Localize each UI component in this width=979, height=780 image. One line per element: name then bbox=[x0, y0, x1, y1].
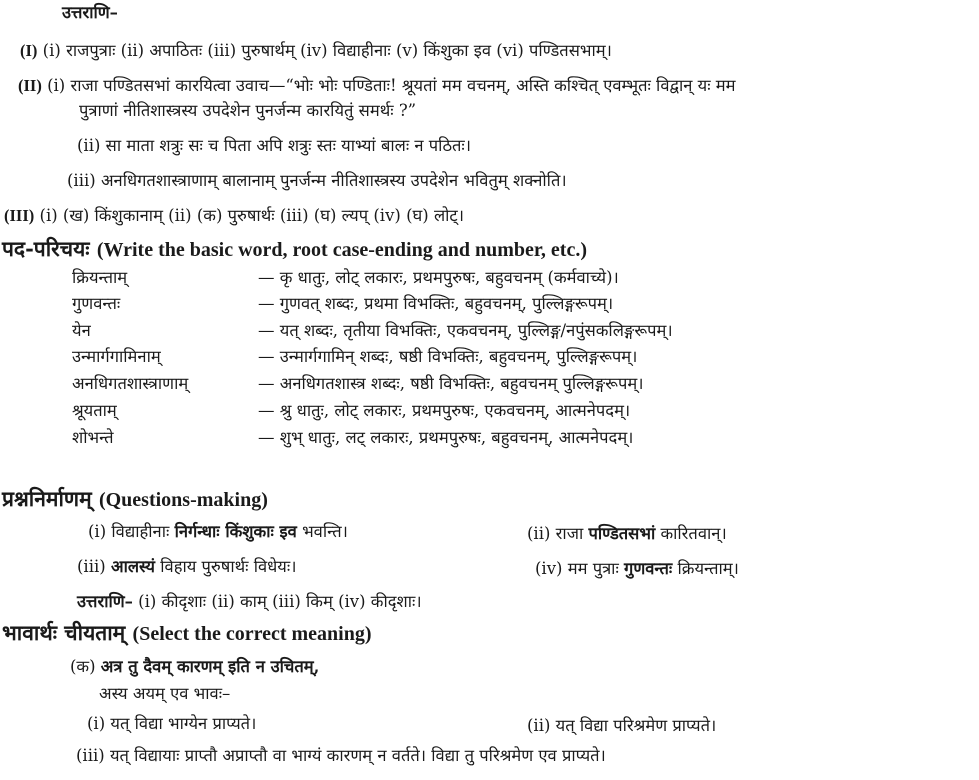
pada-description: — गुणवत् शब्दः, प्रथमा विभक्तिः, बहुवचनम्, पुल्लिङ्गरूपम्। bbox=[258, 294, 614, 313]
question-2 bbox=[527, 523, 727, 545]
question-3-bold: आलस्यं bbox=[110, 557, 155, 576]
pada-word: उन्मार्गगामिनाम् bbox=[72, 347, 161, 366]
questions-answers bbox=[77, 591, 422, 613]
question-1-bold: निर्गन्धाः किंशुकाः इव bbox=[174, 522, 297, 541]
section-2-line-2: पुत्राणां नीतिशास्त्रस्य उपदेशेन पुनर्जन्म कारयितुं समर्थः ?” bbox=[79, 101, 417, 120]
pada-parichay-heading-en: (Write the basic word, root case-ending and number, etc.) bbox=[96, 239, 587, 261]
pada-description: — यत् शब्दः, तृतीया विभक्तिः, एकवचनम्, पुल्लिङ्ग/नपुंसकलिङ्गरूपम्। bbox=[258, 321, 673, 340]
bhavarth-heading bbox=[2, 620, 372, 647]
pada-word: श्रूयताम् bbox=[72, 401, 117, 420]
question-4-post: क्रियन्ताम्। bbox=[672, 559, 739, 578]
pada-description: — उन्मार्गगामिन् शब्दः, षष्ठी विभक्तिः, बहुवचनम्, पुल्लिङ्गरूपम्। bbox=[258, 347, 638, 366]
section-2-text-1: (i) राजा पण्डितसभां कारयित्वा उवाच—“भोः भोः पण्डिताः! श्रूयतां मम वचनम्, अस्ति कश्चित् एवम्भूतः विद्वान् यः मम bbox=[47, 76, 736, 95]
question-2-pre: (ii) राजा bbox=[527, 524, 589, 543]
section-1 bbox=[20, 40, 612, 62]
pada-word: अनधिगतशास्त्राणाम् bbox=[72, 374, 189, 393]
section-2-item-ii: (ii) सा माता शत्रुः सः च पिता अपि शत्रुः स्तः याभ्यां बालः न पठितः। bbox=[77, 136, 472, 155]
pada-description: — श्रु धातुः, लोट् लकारः, प्रथमपुरुषः, एकवचनम्, आत्मनेपदम्। bbox=[258, 401, 631, 420]
question-3-post: विहाय पुरुषार्थः विधेयः। bbox=[155, 557, 297, 576]
questions-answers-label: उत्तराणि– bbox=[77, 592, 133, 611]
questions-heading-en: (Questions-making) bbox=[98, 489, 268, 511]
pada-description: — शुभ् धातुः, लट् लकारः, प्रथमपुरुषः, बहुवचनम्, आत्मनेपदम्। bbox=[258, 428, 634, 447]
pada-description: — अनधिगतशास्त्र शब्दः, षष्ठी विभक्तिः, बहुवचनम् पुल्लिङ्गरूपम्। bbox=[258, 374, 644, 393]
question-3 bbox=[77, 556, 296, 578]
questions-answers-text: (i) कीदृशाः (ii) काम् (iii) किम् (iv) कीदृशाः। bbox=[132, 592, 422, 611]
answers-heading: उत्तराणि– bbox=[62, 3, 118, 22]
section-3-text: (i) (ख) किंशुकानाम् (ii) (क) पुरुषार्थः (iii) (घ) ल्यप् (iv) (घ) लोट्। bbox=[39, 206, 464, 225]
pada-word: गुणवन्तः bbox=[72, 294, 121, 313]
pada-parichay-heading bbox=[2, 236, 587, 263]
pada-word: क्रियन्ताम् bbox=[72, 268, 128, 287]
question-3-pre: (iii) bbox=[77, 557, 111, 576]
bhavarth-ka-label: (क) bbox=[70, 657, 96, 676]
bhavarth-option-1: (i) यत् विद्या भाग्येन प्राप्यते। bbox=[87, 714, 257, 733]
question-4-bold: गुणवन्तः bbox=[624, 559, 673, 578]
question-4 bbox=[535, 558, 739, 580]
pada-parichay-heading-skt: पद-परिचयः bbox=[2, 236, 90, 261]
section-2-line-1 bbox=[18, 75, 736, 97]
question-1 bbox=[88, 521, 348, 543]
questions-heading bbox=[2, 486, 268, 513]
section-1-text: (i) राजपुत्राः (ii) अपाठितः (iii) पुरुषार्थम् (iv) विद्याहीनाः (v) किंशुका इव (vi) पण्डितसभाम्। bbox=[42, 41, 612, 60]
section-1-label: (I) bbox=[20, 41, 38, 60]
bhavarth-ka bbox=[70, 656, 319, 678]
pada-word: येन bbox=[72, 321, 91, 340]
section-3-label: (III) bbox=[4, 206, 35, 225]
bhavarth-ka-text: अत्र तु दैवम् कारणम् इति न उचितम्, bbox=[100, 657, 320, 676]
bhavarth-option-3: (iii) यत् विद्यायाः प्राप्तौ अप्राप्तौ वा भाग्यं कारणम् न वर्तते। विद्या तु परिश्रमेण एव प्राप्यते। bbox=[76, 746, 606, 765]
questions-heading-skt: प्रश्ननिर्माणम् bbox=[2, 486, 92, 511]
bhavarth-ka-sub: अस्य अयम् एव भावः– bbox=[99, 684, 231, 703]
question-1-post: भवन्ति। bbox=[296, 522, 348, 541]
question-1-pre: (i) विद्याहीनाः bbox=[88, 522, 175, 541]
question-2-bold: पण्डितसभां bbox=[588, 524, 656, 543]
question-2-post: कारितवान्। bbox=[655, 524, 727, 543]
bhavarth-option-2: (ii) यत् विद्या परिश्रमेण प्राप्यते। bbox=[527, 716, 717, 735]
section-2-label: (II) bbox=[18, 76, 42, 95]
bhavarth-heading-en: (Select the correct meaning) bbox=[132, 623, 372, 645]
section-3 bbox=[4, 205, 464, 227]
bhavarth-heading-skt: भावार्थः चीयताम् bbox=[2, 620, 126, 645]
pada-description: — कृ धातुः, लोट् लकारः, प्रथमपुरुषः, बहुवचनम् (कर्मवाच्ये)। bbox=[258, 268, 619, 287]
section-2-item-iii: (iii) अनधिगतशास्त्राणाम् बालानाम् पुनर्जन्म नीतिशास्त्रस्य उपदेशेन भवितुम् शक्नोति। bbox=[67, 171, 567, 190]
question-4-pre: (iv) मम पुत्राः bbox=[535, 559, 625, 578]
pada-word: शोभन्ते bbox=[72, 428, 114, 447]
